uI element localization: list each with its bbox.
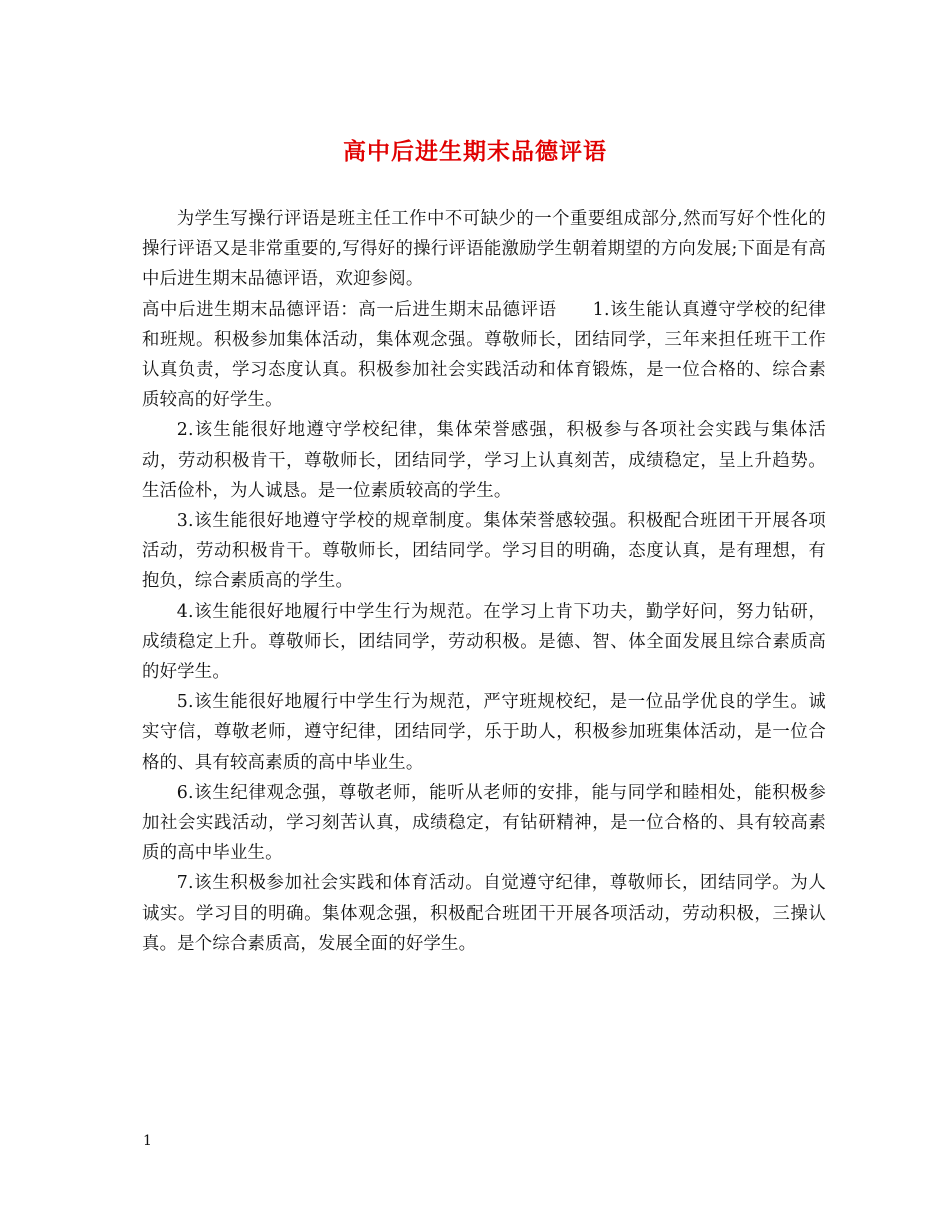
comment-paragraph-7: 7.该生积极参加社会实践和体育活动。自觉遵守纪律，尊敬师长，团结同学。为人诚实。学习目的明确。集体观念强，积极配合班团干开展各项活动，劳动积极，三操认真。是个综合素质高，发展全面的好学生。 [142, 873, 826, 954]
comment-paragraph-5: 5.该生能很好地履行中学生行为规范，严守班规校纪，是一位品学优良的学生。诚实守信，尊敬老师，遵守纪律，团结同学，乐于助人，积极参加班集体活动，是一位合格的、具有较高素质的高中毕业生。 [142, 692, 826, 773]
document-title: 高中后进生期末品德评语 [343, 138, 607, 165]
comment-paragraph-2: 2.该生能很好地遵守学校纪律，集体荣誉感强，积极参与各项社会实践与集体活动，劳动积极肯干，尊敬师长，团结同学，学习上认真刻苦，成绩稳定，呈上升趋势。生活俭朴，为人诚恳。是一位素质较高的学生。 [142, 420, 826, 501]
document-body [142, 204, 826, 959]
comment-paragraph-6: 6.该生纪律观念强，尊敬老师，能听从老师的安排，能与同学和睦相处，能积极参加社会实践活动，学习刻苦认真，成绩稳定，有钻研精神，是一位合格的、具有较高素质的高中毕业生。 [142, 782, 826, 864]
comment-paragraph-3: 3.该生能很好地遵守学校的规章制度。集体荣誉感较强。积极配合班团干开展各项活动，劳动积极肯干。尊敬师长，团结同学。学习目的明确，态度认真，是有理想，有抱负，综合素质高的学生。 [142, 511, 826, 592]
intro-paragraph: 为学生写操行评语是班主任工作中不可缺少的一个重要组成部分,然而写好个性化的操行评语又是非常重要的,写得好的操行评语能激励学生朝着期望的方向发展;下面是有高中后进生期末品德评语，欢迎参阅。 [142, 209, 826, 290]
heading-paragraph: 高中后进生期末品德评语：高一后进生期末品德评语 1.该生能认真遵守学校的纪律和班规。积极参加集体活动，集体观念强。尊敬师长，团结同学，三年来担任班干工作认真负责，学习态度认真。积极参加社会实践活动和体育锻炼，是一位合格的、综合素质较高的好学生。 [142, 299, 826, 411]
page-number: 1 [143, 1133, 152, 1149]
comment-paragraph-4: 4.该生能很好地履行中学生行为规范。在学习上肯下功夫，勤学好问，努力钻研，成绩稳定上升。尊敬师长，团结同学，劳动积极。是德、智、体全面发展且综合素质高的好学生。 [142, 601, 826, 683]
